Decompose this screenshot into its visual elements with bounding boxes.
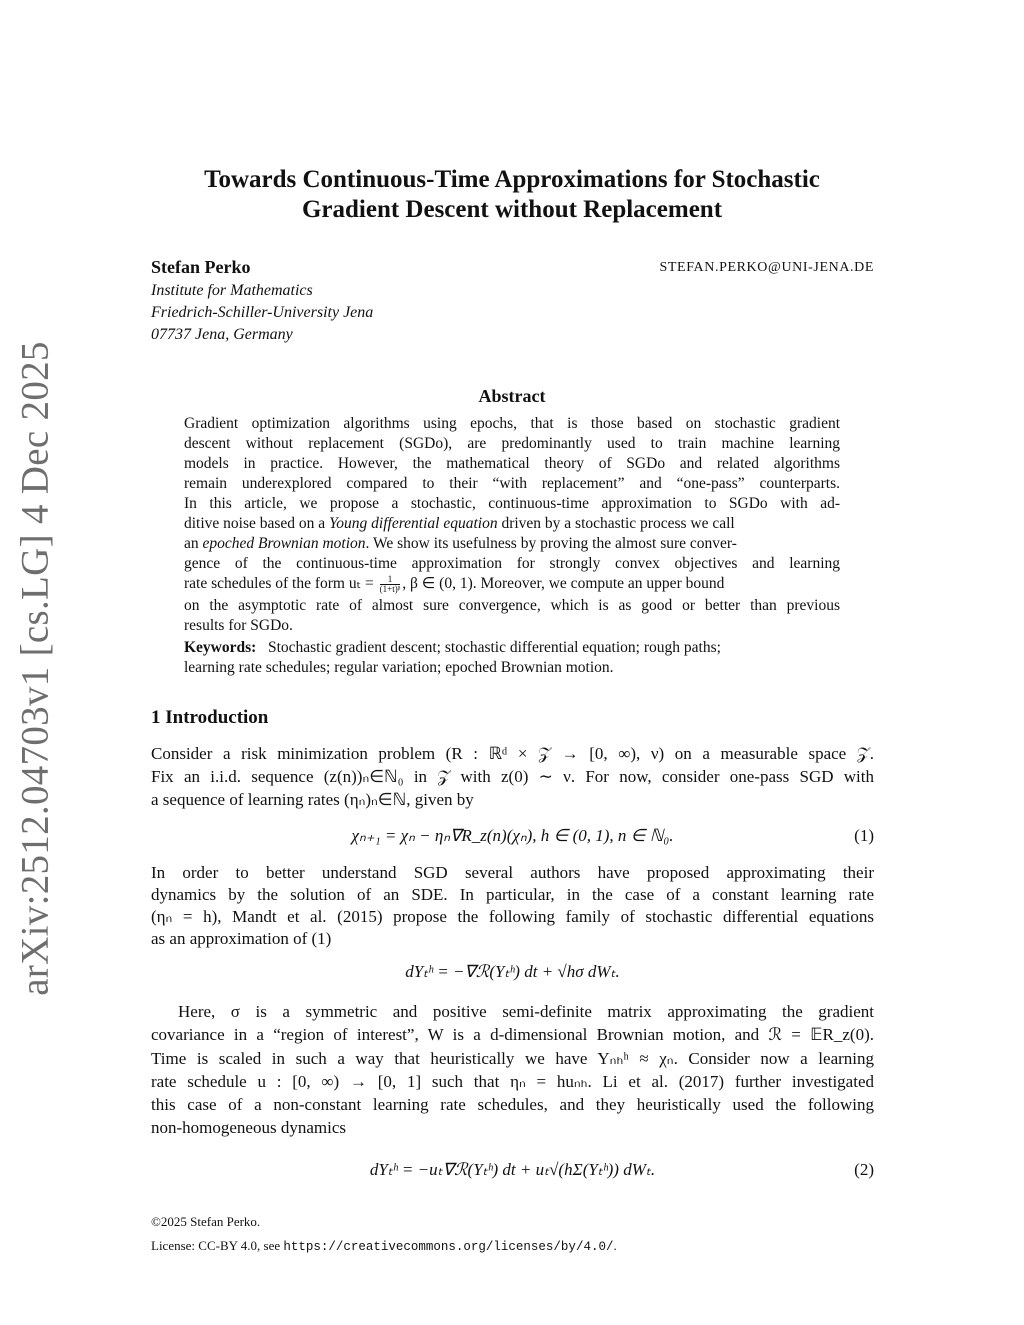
body-line: (ηₙ = h), Mandt et al. (2015) propose the following family of stochastic differential equations	[151, 907, 874, 926]
abstract-text: driven by a stochastic process we call	[497, 515, 735, 532]
body-line: as an approximation of (1)	[151, 929, 332, 948]
abstract-text: an	[184, 535, 203, 552]
body-line: Fix an i.i.d. sequence (z(n))ₙ∈ℕ₀ in 𝒵 with z(0) ∼ ν. For now, consider one-pass SGD with	[151, 767, 874, 786]
abstract-line: results for SGDo.	[184, 617, 293, 634]
keywords-label: Keywords:	[184, 639, 257, 656]
abstract-text: rate schedules of the form uₜ =	[184, 575, 378, 592]
abstract-line	[184, 574, 840, 594]
abstract-line: In this article, we propose a stochastic, continuous-time approximation to SGDo with ad-	[184, 495, 840, 512]
license-text: .	[613, 1238, 617, 1253]
fraction-numerator: 1	[380, 575, 401, 585]
affiliation-line: Institute for Mathematics	[151, 282, 313, 299]
keywords: learning rate schedules; regular variation; epoched Brownian motion.	[184, 659, 614, 676]
section-heading: 1 Introduction	[151, 707, 269, 728]
abstract-line: remain underexplored compared to their “with replacement” and “one-pass” counterparts.	[184, 475, 840, 492]
abstract-text: , β ∈ (0, 1). Moreover, we compute an upper bound	[402, 575, 725, 592]
arxiv-stamp	[5, 340, 65, 996]
keywords	[184, 638, 840, 658]
abstract-text: ditive noise based on a	[184, 515, 330, 532]
keywords-text: Stochastic gradient descent; stochastic differential equation; rough paths;	[267, 639, 721, 656]
equation-2: dYₜʰ = −uₜ∇ℛ(Yₜʰ) dt + uₜ√(hΣ(Yₜʰ)) dWₜ.	[369, 1160, 656, 1179]
fraction-denominator: (1+t)ᵝ	[379, 583, 401, 594]
equation-1: χₙ₊₁ = χₙ − ηₙ∇R_z(n)(χₙ), h ∈ (0, 1), n ∈ ℕ₀.	[351, 826, 674, 845]
fraction	[380, 575, 401, 594]
abstract-emphasis: Young differential equation	[329, 515, 498, 532]
body-line: a sequence of learning rates (ηₙ)ₙ∈ℕ, given by	[151, 790, 474, 809]
abstract-line: on the asymptotic rate of almost sure convergence, which is as good or better than previous	[184, 597, 840, 614]
author-name: Stefan Perko	[151, 257, 251, 277]
body-line: Here, σ is a symmetric and positive semi-definite matrix approximating the gradient	[178, 1002, 874, 1021]
body-line: rate schedule u : [0, ∞) → [0, 1] such that ηₙ = huₙₕ. Li et al. (2017) further investigated	[151, 1072, 874, 1091]
abstract-text: . We show its usefulness by proving the almost sure conver-	[365, 535, 737, 552]
body-line: this case of a non-constant learning rate schedules, and they heuristically used the following	[151, 1095, 874, 1114]
author-email[interactable]: STEFAN.PERKO@UNI-JENA.DE	[659, 260, 874, 275]
title-line-1: Towards Continuous-Time Approximations for Stochastic	[204, 166, 820, 193]
body-line: dynamics by the solution of an SDE. In particular, in the case of a constant learning rate	[151, 885, 874, 904]
license-text: License: CC-BY 4.0, see	[151, 1238, 284, 1253]
abstract-line: models in practice. However, the mathematical theory of SGDo and related algorithms	[184, 455, 840, 472]
license-link[interactable]: https://creativecommons.org/licenses/by/4.0/	[283, 1240, 614, 1254]
equation-number: (1)	[854, 826, 874, 845]
abstract-line: descent without replacement (SGDo), are predominantly used to train machine learning	[184, 435, 840, 452]
abstract-line	[184, 514, 840, 534]
abstract-line: Gradient optimization algorithms using epochs, that is those based on stochastic gradient	[184, 415, 840, 432]
body-line: Consider a risk minimization problem (R : ℝᵈ × 𝒵 → [0, ∞), ν) on a measurable space 𝒵.	[151, 744, 874, 763]
paper-title	[150, 165, 874, 225]
affiliation-line: Friedrich-Schiller-University Jena	[151, 304, 374, 321]
affiliation-line: 07737 Jena, Germany	[151, 326, 293, 343]
body-line: In order to better understand SGD several authors have proposed approximating their	[151, 863, 874, 882]
equation-sde: dYₜʰ = −∇ℛ(Yₜʰ) dt + √hσ dWₜ.	[405, 962, 620, 981]
body-line: non-homogeneous dynamics	[151, 1118, 346, 1137]
abstract-heading: Abstract	[478, 386, 546, 406]
body-line: Time is scaled in such a way that heuristically we have Yₙₕʰ ≈ χₙ. Consider now a learning	[151, 1049, 874, 1068]
abstract-emphasis: epoched Brownian motion	[202, 535, 366, 552]
body-line: covariance in a “region of interest”, W is a d-dimensional Brownian motion, and ℛ = 𝔼R_z(0).	[151, 1025, 874, 1044]
abstract-line	[184, 534, 840, 554]
title-line-2: Gradient Descent without Replacement	[301, 196, 723, 223]
equation-number: (2)	[854, 1160, 874, 1179]
copyright-notice: ©2025 Stefan Perko.	[151, 1214, 261, 1229]
abstract-line: gence of the continuous-time approximation for strongly convex objectives and learning	[184, 555, 840, 572]
license-notice	[151, 1238, 617, 1254]
arxiv-id: arXiv:2512.04703v1 [cs.LG] 4 Dec 2025	[13, 340, 57, 996]
